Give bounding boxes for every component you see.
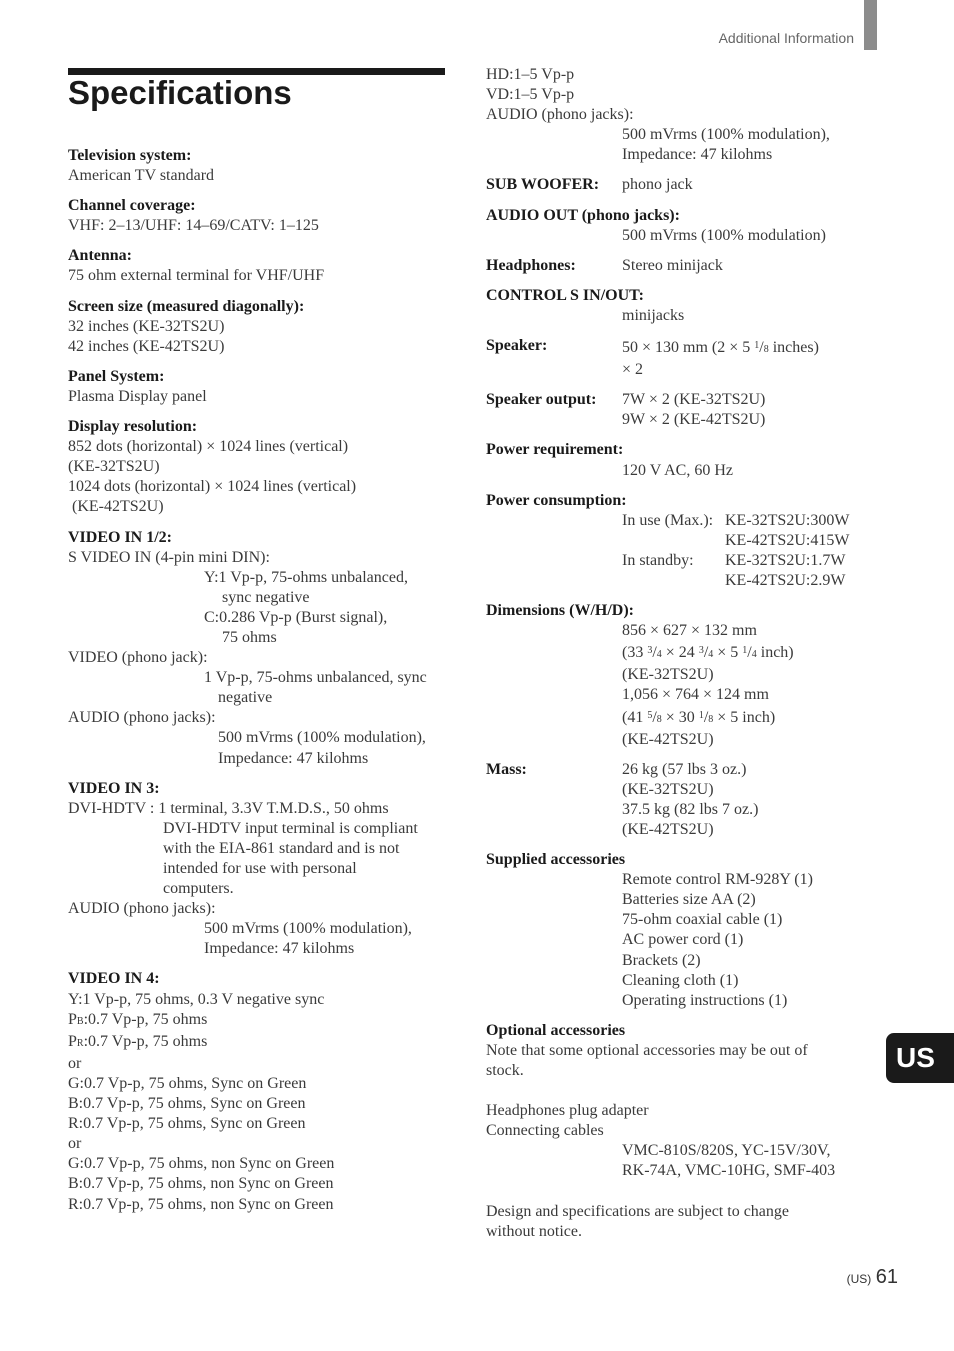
resolution-value: 1024 dots (horizontal) × 1024 lines (vertical)	[68, 478, 357, 496]
spec-line: AUDIO (phono jacks):	[68, 709, 216, 727]
spec-text: 50 × 130 mm (2 × 5	[622, 339, 755, 357]
spec-text: In use (Max.):	[622, 511, 714, 529]
spec-line: G:0.7 Vp-p, 75 ohms, Sync on Green	[68, 1074, 307, 1092]
spec-text: 26 kg (57 lbs 3 oz.)	[622, 760, 747, 778]
accessory-item: Remote control RM-928Y (1)	[622, 871, 813, 889]
resolution-value: (KE-42TS2U)	[72, 498, 164, 516]
spec-line	[68, 1032, 448, 1054]
spec-text: 5	[647, 709, 653, 721]
resolution-value: (KE-32TS2U)	[68, 458, 160, 476]
spec-text: × 30	[661, 708, 699, 726]
headphones-label: Headphones:	[486, 256, 576, 274]
spec-line: stock.	[486, 1062, 524, 1080]
spec-line: R:0.7 Vp-p, 75 ohms, non Sync on Green	[68, 1195, 334, 1213]
spec-text: 3	[698, 645, 704, 657]
spec-text: 1	[698, 709, 704, 721]
spec-text: 4	[708, 649, 714, 661]
panel-heading: Panel System:	[68, 367, 165, 385]
sub-woofer-label: SUB WOOFER:	[486, 176, 600, 194]
accessory-item: AC power cord (1)	[622, 931, 744, 949]
spec-line: or	[68, 1054, 82, 1072]
spec-text: /	[703, 644, 709, 662]
page-number	[847, 1266, 898, 1289]
screen-size-heading: Screen size (measured diagonally):	[68, 297, 305, 315]
power-cons-row	[486, 551, 866, 591]
spec-text: /	[652, 644, 657, 662]
page-title: Specifications	[68, 74, 292, 111]
spec-line	[486, 706, 866, 730]
spec-text: 8	[708, 713, 714, 725]
video-in-3-heading: VIDEO IN 3:	[68, 779, 160, 797]
speaker-row	[486, 336, 866, 380]
spec-text: /	[652, 708, 657, 726]
page-number-value: 61	[875, 1266, 898, 1288]
page-prefix: (US)	[846, 1272, 872, 1286]
sub-woofer-value: phono jack	[622, 176, 693, 194]
screen-size-value: 32 inches (KE-32TS2U)	[68, 317, 225, 335]
tv-system-value: American TV standard	[68, 167, 215, 185]
spec-line: VMC-810S/820S, YC-15V/30V,	[622, 1142, 831, 1160]
accessory-item: Cleaning cloth (1)	[622, 971, 739, 989]
spec-text: × 5	[713, 644, 743, 662]
dimensions-heading: Dimensions (W/H/D):	[486, 602, 634, 620]
spec-text: (KE-42TS2U)	[622, 821, 714, 838]
panel-value: Plasma Display panel	[68, 387, 207, 405]
headphones-value: Stereo minijack	[622, 256, 723, 274]
spec-line: B:0.7 Vp-p, 75 ohms, Sync on Green	[68, 1095, 306, 1113]
spec-text: P	[68, 1010, 77, 1028]
spec-text: × 24	[661, 644, 699, 662]
spec-text: B	[76, 1015, 84, 1027]
spec-text: (33	[622, 644, 648, 662]
spec-text: 4	[751, 649, 757, 661]
spec-text: 3	[647, 645, 653, 657]
spec-line	[68, 1010, 448, 1032]
spec-line: Impedance: 47 kilohms	[218, 749, 369, 767]
spec-line: 120 V AC, 60 Hz	[622, 461, 733, 479]
spec-line: VIDEO (phono jack):	[68, 649, 208, 667]
spec-text: (41	[622, 708, 648, 726]
channel-heading: Channel coverage:	[68, 197, 196, 215]
spec-text: 4	[656, 649, 662, 661]
spec-text: In standby:	[622, 551, 694, 569]
spec-text: (KE-32TS2U)	[622, 780, 714, 798]
spec-line: or	[68, 1135, 82, 1153]
spec-line: S VIDEO IN (4-pin mini DIN):	[68, 548, 270, 566]
accessory-item: 75-ohm coaxial cable (1)	[622, 911, 783, 929]
spec-line: with the EIA-861 standard and is not	[163, 839, 400, 857]
accessory-item: Batteries size AA (2)	[622, 891, 756, 909]
spec-line: B:0.7 Vp-p, 75 ohms, non Sync on Green	[68, 1175, 334, 1193]
spec-text: × 2	[622, 361, 644, 379]
spec-line: 75 ohms	[222, 628, 277, 646]
spec-line: Note that some optional accessories may be out of	[486, 1041, 808, 1059]
spec-text: × 5 inch)	[713, 708, 776, 726]
spec-line: G:0.7 Vp-p, 75 ohms, non Sync on Green	[68, 1155, 335, 1173]
spec-line: C:0.286 Vp-p (Burst signal),	[204, 608, 388, 626]
video-in-4-heading: VIDEO IN 4:	[68, 970, 160, 988]
spec-line: Headphones plug adapter	[486, 1102, 649, 1120]
tv-system-heading: Television system:	[68, 147, 192, 164]
channel-value: VHF: 2–13/UHF: 14–69/CATV: 1–125	[68, 217, 319, 235]
disclaimer: without notice.	[486, 1222, 582, 1240]
speaker-value	[622, 336, 819, 380]
mass-value	[622, 760, 758, 840]
sub-woofer-row	[486, 175, 866, 195]
power-req-heading: Power requirement:	[486, 441, 624, 459]
headphones-row	[486, 256, 866, 276]
spec-text: 7W × 2 (KE-32TS2U)	[622, 391, 766, 409]
region-tab: US	[886, 1033, 954, 1083]
resolution-heading: Display resolution:	[68, 418, 198, 436]
spec-text: /	[703, 708, 709, 726]
spec-text: :0.7 Vp-p, 75 ohms	[83, 1010, 208, 1028]
spec-text: inch)	[756, 644, 794, 662]
spec-line: 856 × 627 × 132 mm	[622, 622, 757, 640]
spec-line: computers.	[163, 880, 234, 898]
spec-line	[486, 641, 866, 665]
spec-line: Impedance: 47 kilohms	[622, 146, 773, 164]
spec-line: 500 mVrms (100% modulation),	[622, 126, 830, 144]
spec-text: 1	[754, 340, 760, 352]
video-in-12-heading: VIDEO IN 1/2:	[68, 528, 173, 546]
spec-text: KE-42TS2U:2.9W	[725, 571, 846, 589]
spec-line: 1,056 × 764 × 124 mm	[622, 686, 769, 704]
disclaimer: Design and specifications are subject to change	[486, 1202, 789, 1220]
spec-line: (KE-32TS2U)	[622, 666, 714, 684]
optional-accessories-heading: Optional accessories	[486, 1021, 626, 1039]
spec-text: inches)	[768, 339, 819, 357]
spec-text	[725, 551, 845, 591]
spec-line: AUDIO (phono jacks):	[486, 106, 634, 124]
spec-line: 500 mVrms (100% modulation),	[204, 920, 412, 938]
spec-text: KE-32TS2U:300W	[725, 511, 850, 529]
spec-text: KE-32TS2U:1.7W	[725, 551, 846, 569]
spec-line: VD:1–5 Vp-p	[486, 86, 575, 104]
spec-line: 500 mVrms (100% modulation)	[622, 226, 826, 244]
accessory-item: Operating instructions (1)	[622, 991, 788, 1009]
spec-text: 37.5 kg (82 lbs 7 oz.)	[622, 800, 759, 818]
spec-text: 8	[763, 344, 769, 356]
spec-text	[725, 511, 849, 551]
spec-line: DVI-HDTV : 1 terminal, 3.3V T.M.D.S., 50 ohms	[68, 799, 389, 817]
spec-line: intended for use with personal	[163, 860, 357, 877]
spec-line: Connecting cables	[486, 1122, 604, 1140]
spec-line: sync negative	[222, 588, 310, 606]
mass-row	[486, 760, 866, 840]
spec-text: KE-42TS2U:415W	[725, 531, 850, 549]
spec-line: R:0.7 Vp-p, 75 ohms, Sync on Green	[68, 1115, 306, 1133]
spec-text: 9W × 2 (KE-42TS2U)	[622, 411, 766, 429]
spec-line: minijacks	[622, 306, 685, 324]
mass-label: Mass:	[486, 760, 527, 778]
speaker-output-row	[486, 390, 866, 430]
spec-line: 500 mVrms (100% modulation),	[218, 729, 426, 747]
accessory-item: Brackets (2)	[622, 951, 701, 969]
audio-out-heading: AUDIO OUT (phono jacks):	[486, 206, 680, 224]
spec-line: HD:1–5 Vp-p	[486, 66, 575, 83]
control-s-heading: CONTROL S IN/OUT:	[486, 286, 644, 304]
spec-line: Impedance: 47 kilohms	[204, 940, 355, 958]
speaker-output-value	[622, 390, 765, 430]
spec-text: R	[76, 1037, 84, 1049]
spec-line: Y:1 Vp-p, 75 ohms, 0.3 V negative sync	[68, 990, 325, 1008]
power-cons-heading: Power consumption:	[486, 491, 627, 509]
resolution-value: 852 dots (horizontal) × 1024 lines (vertical)	[68, 438, 349, 456]
speaker-label: Speaker:	[486, 337, 548, 355]
spec-text: 1	[742, 645, 748, 657]
spec-line: 1 Vp-p, 75-ohms unbalanced, sync	[204, 669, 427, 687]
right-column	[486, 65, 866, 1242]
spec-text: /	[759, 339, 764, 357]
power-cons-row	[486, 511, 866, 551]
speaker-output-label: Speaker output:	[486, 391, 597, 409]
section-header: Additional Information	[718, 30, 854, 46]
supplied-accessories-heading: Supplied accessories	[486, 851, 626, 869]
spec-text: P	[68, 1032, 77, 1050]
spec-line: negative	[218, 689, 273, 707]
antenna-heading: Antenna:	[68, 247, 133, 265]
spec-text: 8	[656, 713, 662, 725]
spec-line: DVI-HDTV input terminal is compliant	[163, 819, 418, 837]
spec-line: Y:1 Vp-p, 75-ohms unbalanced,	[204, 568, 408, 586]
left-column	[68, 146, 448, 1215]
spec-line: RK-74A, VMC-10HG, SMF-403	[622, 1162, 836, 1180]
antenna-value: 75 ohm external terminal for VHF/UHF	[68, 267, 325, 285]
spec-text: :0.7 Vp-p, 75 ohms	[83, 1032, 208, 1050]
spec-line: AUDIO (phono jacks):	[68, 900, 216, 918]
spec-text: /	[747, 644, 752, 662]
screen-size-value: 42 inches (KE-42TS2U)	[68, 337, 225, 355]
header-bar	[864, 0, 877, 50]
spec-line: (KE-42TS2U)	[622, 730, 714, 748]
